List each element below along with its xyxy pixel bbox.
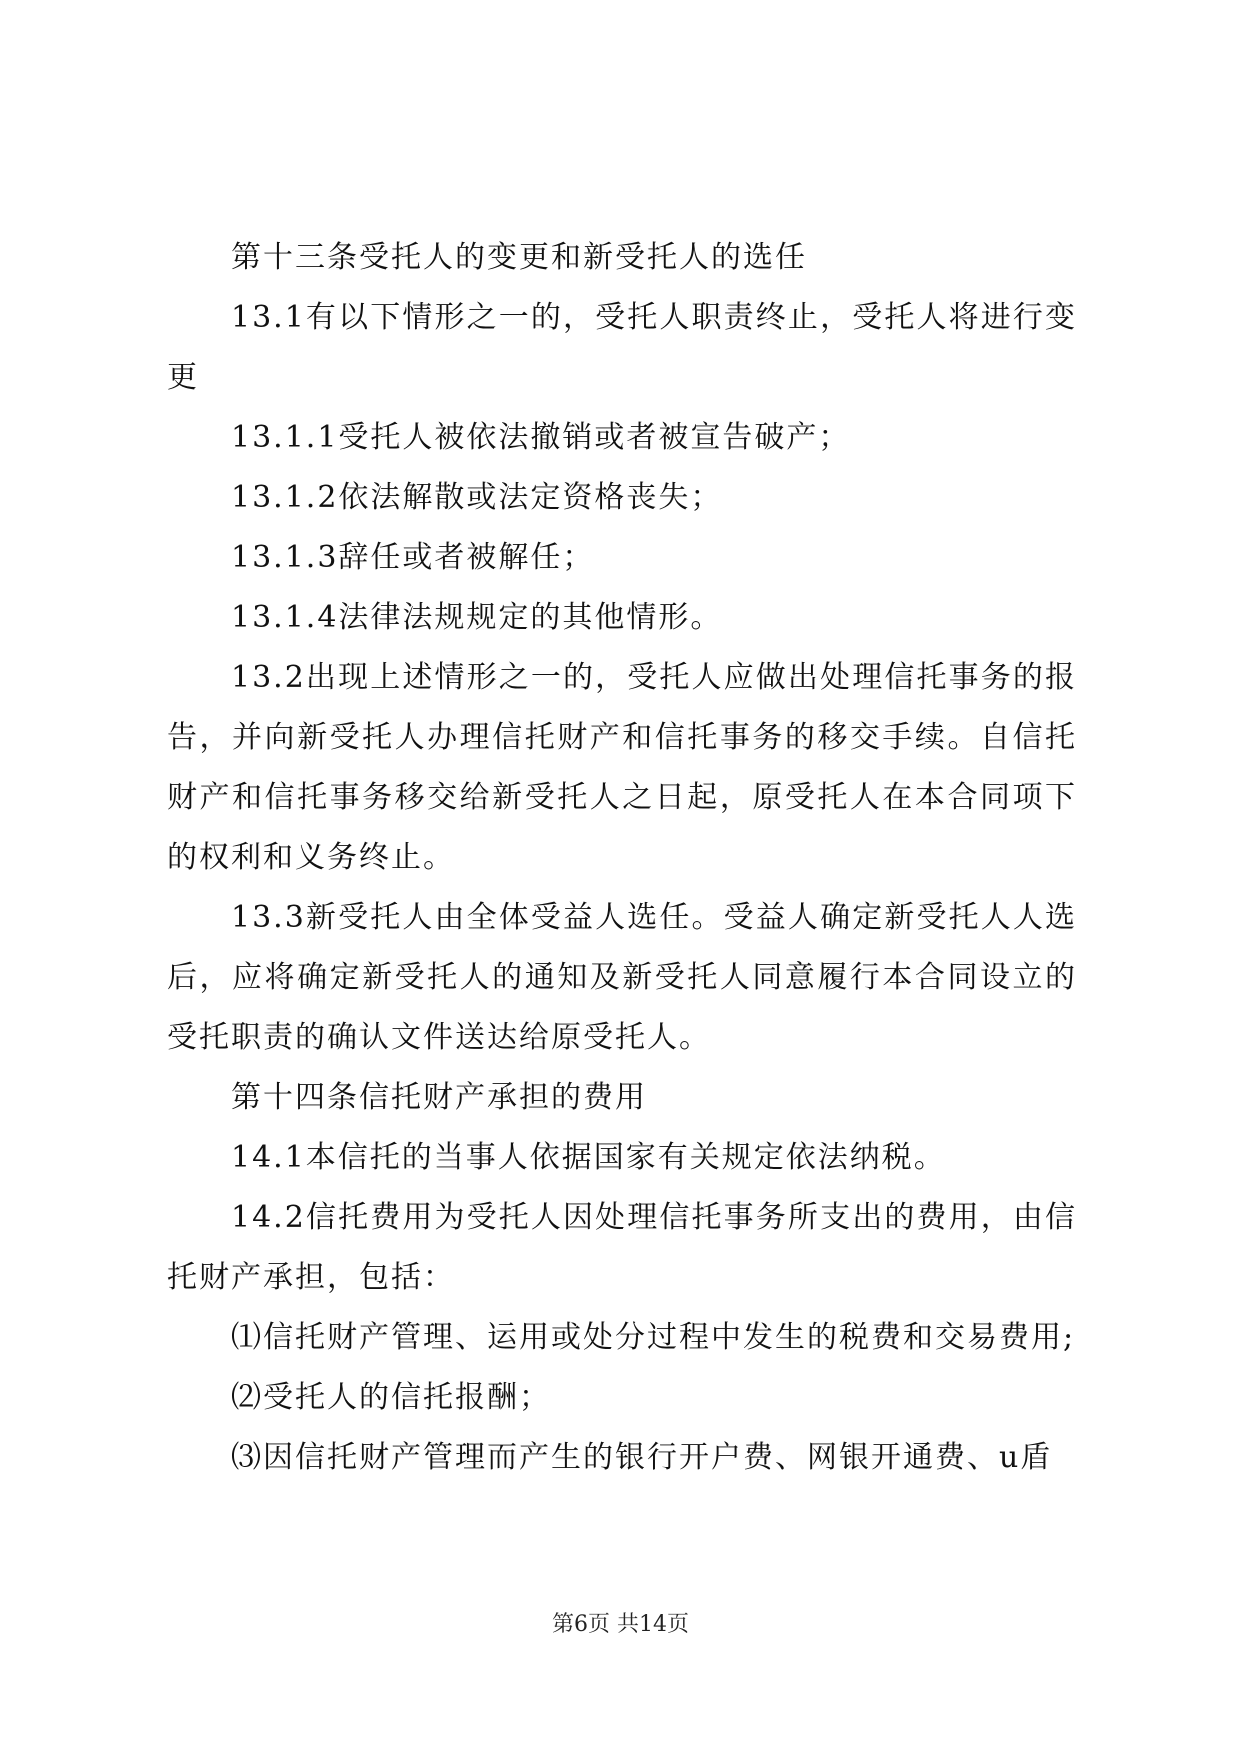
list-item-3: ⑶因信托财产管理而产生的银行开户费、网银开通费、u盾	[231, 1440, 1053, 1475]
heading-article-13: 第十三条受托人的变更和新受托人的选任	[231, 240, 807, 275]
clause-14-2: 14.2信托费用为受托人因处理信托事务所支出的费用，由信托财产承担，包括：	[167, 1200, 1077, 1295]
heading-article-14: 第十四条信托财产承担的费用	[231, 1080, 647, 1115]
document-body	[167, 228, 1077, 1488]
clause-13-3: 13.3新受托人由全体受益人选任。受益人确定新受托人人选后，应将确定新受托人的通知及新受托人同意履行本合同设立的受托职责的确认文件送达给原受托人。	[167, 900, 1077, 1055]
clause-13-1: 13.1有以下情形之一的，受托人职责终止，受托人将进行变更	[167, 300, 1077, 395]
page-number: 第6页 共14页	[552, 1612, 689, 1637]
clause-13-1-1: 13.1.1受托人被依法撤销或者被宣告破产；	[231, 420, 851, 455]
clause-13-1-4: 13.1.4法律法规规定的其他情形。	[231, 600, 723, 635]
list-item-1: ⑴信托财产管理、运用或处分过程中发生的税费和交易费用;	[231, 1320, 1076, 1355]
clause-13-1-2: 13.1.2依法解散或法定资格丧失；	[231, 480, 723, 515]
clause-14-1: 14.1本信托的当事人依据国家有关规定依法纳税。	[231, 1140, 946, 1175]
clause-13-2: 13.2出现上述情形之一的，受托人应做出处理信托事务的报告，并向新受托人办理信托财产和信托事务的移交手续。自信托财产和信托事务移交给新受托人之日起，原受托人在本合同项下的权利和义务终止。	[167, 660, 1077, 875]
list-item-2: ⑵受托人的信托报酬；	[231, 1380, 551, 1415]
clause-13-1-3: 13.1.3辞任或者被解任；	[231, 540, 595, 575]
